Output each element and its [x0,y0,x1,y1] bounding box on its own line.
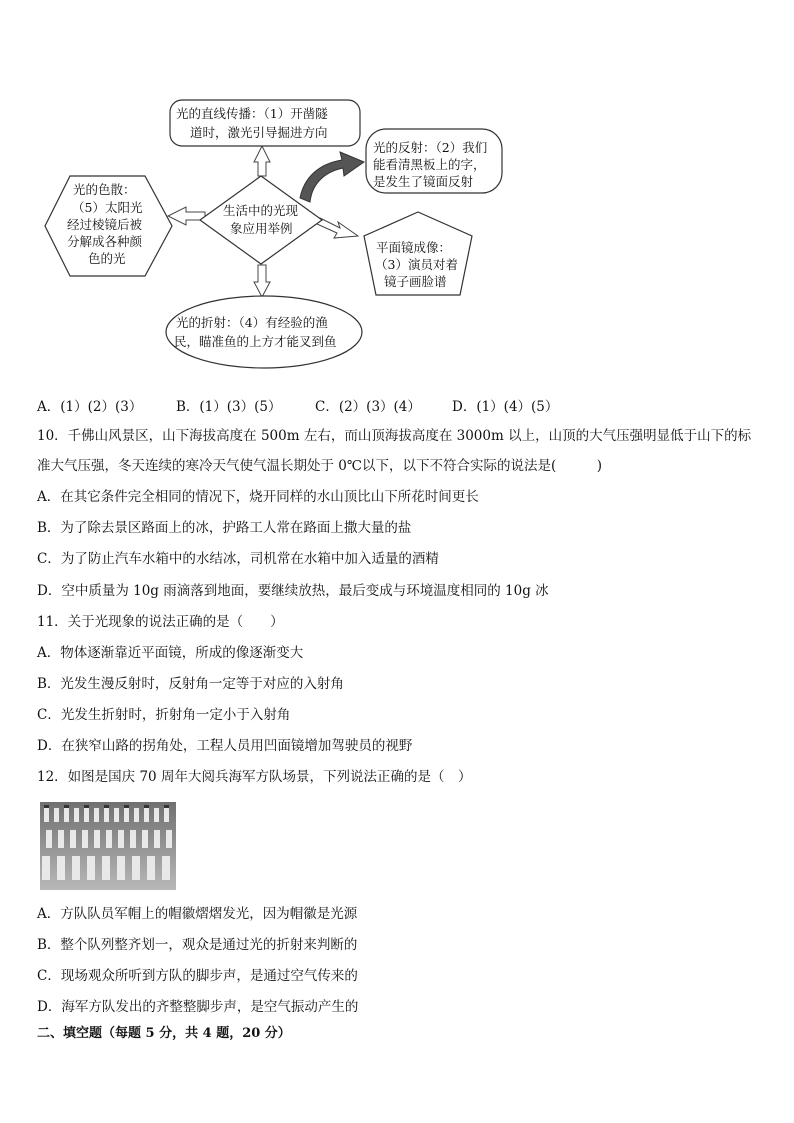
arrow-right-down [317,218,358,238]
q12-option-b: B．整个队列整齐划一，观众是通过光的折射来判断的 [37,937,358,953]
box-right-top-line1: 光的反射：（2）我们 [373,140,488,155]
ellipse-line1: 光的折射：（4）有经验的渔 [176,315,328,330]
hexagon-line1: 光的色散： [73,182,136,197]
q11-option-d: D．在狭窄山路的拐角处，工程人员用凹面镜增加驾驶员的视野 [37,738,413,754]
q9-option-d: D．(1）(4）(5） [452,399,559,415]
q11-option-a: A．物体逐渐靠近平面镜，所成的像逐渐变大 [37,645,304,661]
diamond-line1: 生活中的光现 [223,203,299,218]
q9-option-c: C．(2）(3）(4） [315,399,421,415]
ellipse-line2: 民，瞄准鱼的上方才能叉到鱼 [174,334,337,349]
q10-option-c: C．为了防止汽车水箱中的水结冰，司机常在水箱中加入适量的酒精 [37,551,439,567]
q10-stem-line2: 准大气压强，冬天连续的寒冷天气使气温长期处于 0℃以下，以下不符合实际的说法是( ) [37,458,603,474]
q12-option-d: D．海军方队发出的齐整整脚步声，是空气振动产生的 [37,999,359,1015]
light-phenomena-diagram [0,0,794,385]
box-top-line2: 道时，激光引导掘进方向 [190,125,328,140]
arrow-curved [300,152,364,202]
pentagon-line3: 镜子画脸谱 [384,274,447,289]
q10-option-d: D．空中质量为 10g 雨滴落到地面，要继续放热，最后变成与环境温度相同的 10g 冰 [37,583,549,599]
q11-option-c: C．光发生折射时，折射角一定小于入射角 [37,707,291,723]
q10-option-a: A．在其它条件完全相同的情况下，烧开同样的水山顶比山下所花时间更长 [37,489,479,505]
q9-option-a: A．(1）(2）(3） [37,399,143,415]
section2-heading: 二、填空题（每题 5 分，共 4 题，20 分） [37,1026,291,1041]
hexagon-line4: 分解成各种颜 [67,234,143,249]
hexagon-line2: （5）太阳光 [72,200,143,215]
hexagon-line3: 经过棱镜后被 [67,217,143,232]
q12-stem: 12．如图是国庆 70 周年大阅兵海军方队场景，下列说法正确的是（ ） [37,769,472,785]
hexagon-line5: 色的光 [88,251,126,266]
box-right-top-line3: 是发生了镜面反射 [373,174,474,189]
q10-stem-line1: 10．千佛山风景区，山下海拔高度在 500m 左右，而山顶海拔高度在 3000m 以上，山顶的大气压强明显低于山下的标 [37,428,752,444]
pentagon-line1: 平面镜成像： [376,240,452,255]
diamond-line2: 象应用举例 [230,221,293,236]
q12-option-a: A．方队队员军帽上的帽徽熠熠发光，因为帽徽是光源 [37,906,358,922]
q10-option-b: B．为了除去景区路面上的冰，护路工人常在路面上撒大量的盐 [37,520,412,536]
arrow-left [168,207,205,225]
navy-parade-photo [40,802,176,890]
box-right-top-line2: 能看清黑板上的字， [373,157,486,172]
q11-stem: 11．关于光现象的说法正确的是（ ） [37,614,284,630]
pentagon-line2: （3）演员对着 [375,257,458,272]
ellipse-bottom [166,296,362,368]
arrow-up [254,146,270,176]
q12-option-c: C．现场观众所听到方队的脚步声，是通过空气传来的 [37,968,358,984]
q9-option-b: B．(1）(3）(5） [176,399,282,415]
q11-option-b: B．光发生漫反射时，反射角一定等于对应的入射角 [37,676,344,692]
arrow-down [254,265,270,297]
box-top-line1: 光的直线传播：（1）开凿隧 [176,106,328,121]
photo-illustration [40,802,176,890]
